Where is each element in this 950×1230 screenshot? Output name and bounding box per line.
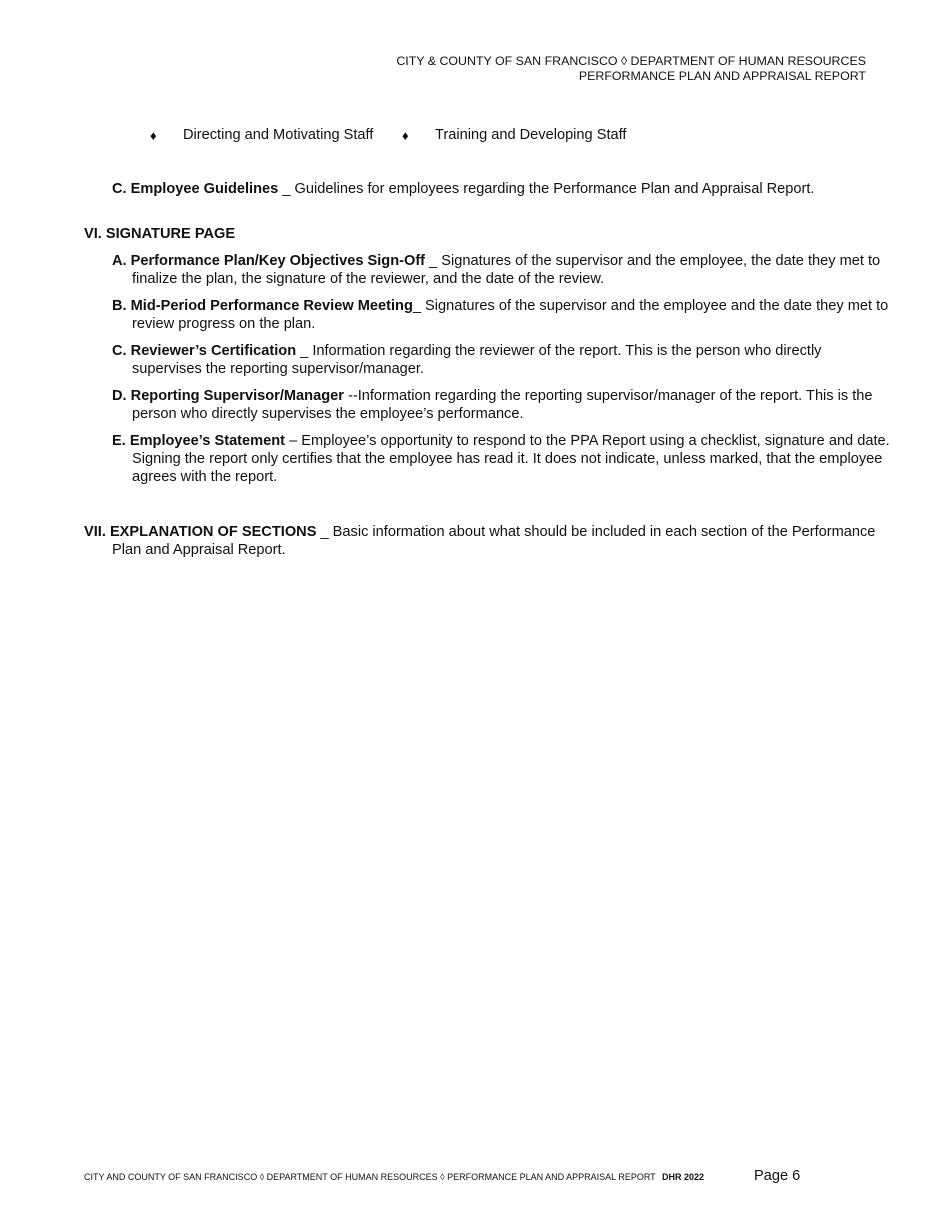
page-number: Page 6 xyxy=(754,1168,801,1184)
item-label: C. Reviewer’s Certification xyxy=(112,343,297,359)
item-label: A. Performance Plan/Key Objectives Sign-Off xyxy=(112,253,426,269)
signature-item xyxy=(112,297,892,333)
diamond-bullet-icon: ♦ xyxy=(150,128,157,143)
bullet-text: Directing and Motivating Staff xyxy=(183,127,374,143)
footer-dhr-label: DHR 2022 xyxy=(662,1172,705,1182)
item-text: _ Signatures of the supervisor and the employee and the date they met to review progress on the plan. xyxy=(132,298,889,332)
signature-item xyxy=(112,432,892,486)
item-text: _ Signatures of the supervisor and the employee, the date they met to finalize the plan, the signature of the reviewer, and the date of the review. xyxy=(132,253,881,287)
diamond-bullet-icon: ♦ xyxy=(402,128,409,143)
section-heading: VII. EXPLANATION OF SECTIONS xyxy=(84,524,317,540)
item-text: _ Guidelines for employees regarding the Performance Plan and Appraisal Report. xyxy=(278,181,815,197)
employee-guidelines-paragraph xyxy=(112,180,872,198)
page-footer xyxy=(84,1172,704,1183)
header-line-2: PERFORMANCE PLAN AND APPRAISAL REPORT xyxy=(578,69,866,83)
bullet-text: Training and Developing Staff xyxy=(435,127,627,143)
item-text: – Employee’s opportunity to respond to the PPA Report using a checklist, signature and date. Signing the report only certifies that the employee has read it. It does not indicate, unless marked, that the employee agrees with the report. xyxy=(132,433,890,485)
signature-item xyxy=(112,387,892,423)
explanation-of-sections-paragraph xyxy=(84,523,892,559)
bullet-list xyxy=(150,124,670,170)
signature-item xyxy=(112,342,892,378)
item-label: C. Employee Guidelines xyxy=(112,181,279,197)
signature-item xyxy=(112,252,892,288)
item-text: _ Basic information about what should be included in each section of the Performance Plan and Appraisal Report. xyxy=(112,524,876,558)
item-text: _ Information regarding the reviewer of the report. This is the person who directly supervises the reporting supervisor/manager. xyxy=(132,343,822,377)
section-heading: VI. SIGNATURE PAGE xyxy=(84,226,236,242)
page-header xyxy=(396,54,866,84)
header-line-1: CITY & COUNTY OF SAN FRANCISCO ◊ DEPARTMENT OF HUMAN RESOURCES xyxy=(396,54,866,68)
item-label: D. Reporting Supervisor/Manager xyxy=(112,388,344,404)
item-text: --Information regarding the reporting supervisor/manager of the report. This is the person who directly supervises the employee’s performance. xyxy=(132,388,873,422)
item-label: B. Mid-Period Performance Review Meeting xyxy=(112,298,413,314)
item-label: E. Employee’s Statement xyxy=(112,433,286,449)
footer-text: CITY AND COUNTY OF SAN FRANCISCO ◊ DEPARTMENT OF HUMAN RESOURCES ◊ PERFORMANCE PLAN AND APPRAISAL REPORT xyxy=(84,1172,656,1182)
